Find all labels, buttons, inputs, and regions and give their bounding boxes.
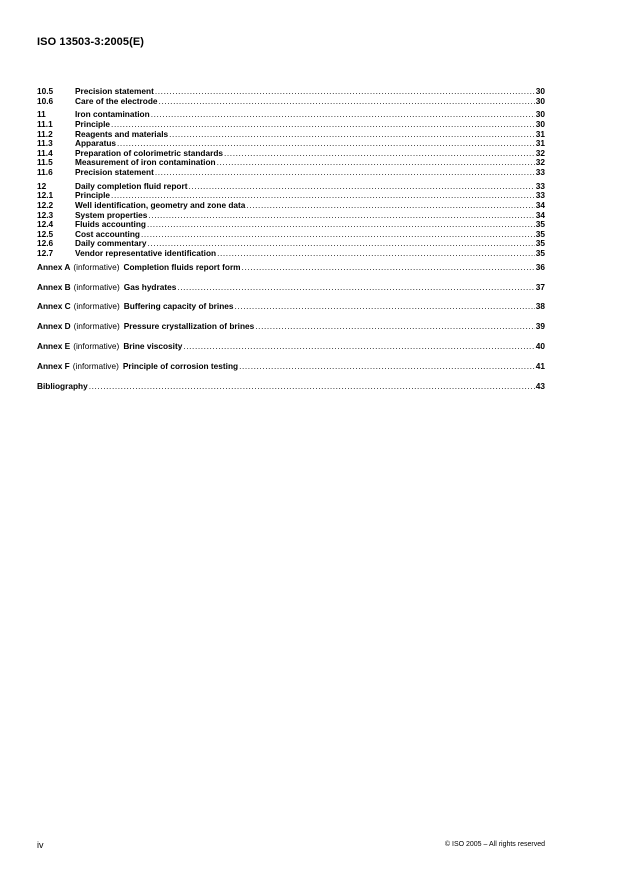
toc-entry-title: Iron contamination — [75, 109, 150, 120]
annex-page: 38 — [535, 301, 545, 312]
toc-entry-page: 30 — [535, 109, 545, 120]
dot-leader — [239, 362, 535, 372]
dot-leader — [235, 302, 535, 312]
toc-entry-page: 31 — [535, 128, 545, 139]
toc-entry-page: 33 — [535, 166, 545, 177]
toc-entry-number: 12.1 — [37, 190, 54, 201]
toc-entry-page: 35 — [535, 219, 545, 230]
toc-entry-number: 11.6 — [37, 166, 53, 177]
toc-entry-title: Precision statement — [75, 166, 154, 177]
toc-entry-number: 11.1 — [37, 118, 53, 129]
toc-entry-number: 12.5 — [37, 228, 54, 239]
toc-entry-number: 11.2 — [37, 128, 53, 139]
toc-group-12 — [37, 182, 545, 259]
dot-leader — [183, 342, 534, 352]
dot-leader — [188, 182, 534, 192]
toc-entry-title: Cost accounting — [75, 228, 140, 239]
toc-entry-number: 12.4 — [37, 219, 54, 230]
toc-entry-title: Precision statement — [75, 86, 154, 96]
toc-entry-number: 12.2 — [37, 199, 54, 210]
toc-entry-title: Reagents and materials — [75, 128, 169, 139]
annex-label: Annex A — [37, 261, 71, 272]
toc-entry-title: Preparation of colorimetric standards — [75, 147, 223, 158]
toc-entry-number: 12.7 — [37, 247, 54, 258]
toc-entry-page: 32 — [535, 157, 545, 168]
toc-entry-page: 32 — [535, 147, 545, 158]
annex-label: Annex D — [37, 321, 71, 332]
toc-entry-number: 12.3 — [37, 209, 54, 220]
annex-page: 39 — [535, 321, 545, 332]
toc-group-10 — [37, 87, 545, 106]
toc-entry-title: Fluids accounting — [75, 219, 146, 230]
dot-leader — [242, 263, 535, 273]
annex-title: Pressure crystallization of brines — [123, 321, 255, 332]
toc-entry-page: 30 — [535, 95, 545, 106]
annex-title: Principle of corrosion testing — [122, 361, 239, 372]
annex-label: Annex E — [37, 341, 71, 352]
toc-entry-title: Apparatus — [75, 138, 117, 149]
dot-leader — [147, 220, 535, 230]
toc-entry-number: 10.6 — [37, 95, 54, 106]
annex-page: 41 — [535, 361, 545, 372]
toc-entry[interactable] — [37, 249, 545, 259]
toc-entry-page: 33 — [535, 190, 545, 201]
toc-annex-entry[interactable] — [37, 283, 545, 293]
dot-leader — [217, 249, 535, 259]
toc-entry-title: Well identification, geometry and zone data — [75, 199, 246, 210]
annex-informative-tag: (informative) — [73, 281, 120, 292]
annex-title: Buffering capacity of brines — [123, 301, 234, 312]
toc-entry-number: 11 — [37, 109, 46, 120]
toc-entry-title: Daily completion fluid report — [75, 180, 188, 191]
annex-informative-tag: (informative) — [73, 261, 120, 272]
annex-informative-tag: (informative) — [73, 321, 120, 332]
toc-entry-page: 33 — [535, 180, 545, 191]
toc-entry-title: Principle — [75, 190, 111, 201]
annex-title: Completion fluids report form — [123, 261, 241, 272]
dot-leader — [148, 211, 534, 221]
toc-entry-number: 12.6 — [37, 238, 54, 249]
annex-label: Annex B — [37, 281, 71, 292]
toc-entry-number: 11.4 — [37, 147, 53, 158]
toc-annex-entry[interactable] — [37, 263, 545, 273]
toc-entry-title: Daily commentary — [75, 238, 147, 249]
dot-leader — [255, 322, 535, 332]
document-id-header: ISO 13503-3:2005(E) — [37, 36, 145, 48]
toc-entry-title: Vendor representative identification — [75, 247, 217, 258]
dot-leader — [159, 97, 535, 107]
toc-entry-number: 10.5 — [37, 86, 54, 96]
dot-leader — [151, 110, 535, 120]
annex-informative-tag: (informative) — [73, 301, 120, 312]
footer-copyright: © ISO 2005 – All rights reserved — [444, 841, 545, 848]
toc-annex-entry[interactable] — [37, 322, 545, 332]
toc-group-11 — [37, 110, 545, 177]
bibliography-title: Bibliography — [37, 381, 88, 391]
dot-leader — [169, 130, 535, 140]
toc-entry-page: 34 — [535, 199, 545, 210]
toc-bibliography-entry[interactable] — [37, 382, 545, 392]
annex-label: Annex C — [37, 301, 71, 312]
toc-entry-page: 30 — [535, 86, 545, 96]
toc-entry-page: 35 — [535, 228, 545, 239]
annex-page: 40 — [535, 341, 545, 352]
toc-entry-title: Care of the electrode — [75, 95, 158, 106]
footer-page-number: iv — [37, 840, 44, 850]
toc-entry-page: 30 — [535, 118, 545, 129]
dot-leader — [89, 382, 535, 392]
toc-entry-number: 12 — [37, 180, 47, 191]
toc-entry-page: 35 — [535, 238, 545, 249]
toc-entry-page: 31 — [535, 138, 545, 149]
toc-annex-entry[interactable] — [37, 362, 545, 372]
annex-informative-tag: (informative) — [72, 361, 119, 372]
annex-title: Brine viscosity — [123, 341, 183, 352]
toc-entry-number: 11.3 — [37, 138, 53, 149]
dot-leader — [141, 230, 535, 240]
annex-informative-tag: (informative) — [73, 341, 120, 352]
toc-entry[interactable] — [37, 168, 545, 178]
dot-leader — [177, 283, 534, 293]
dot-leader — [111, 120, 535, 130]
toc-entry[interactable] — [37, 182, 545, 192]
dot-leader — [217, 158, 535, 168]
table-of-contents — [37, 87, 545, 402]
dot-leader — [155, 168, 535, 178]
annex-label: Annex F — [37, 361, 70, 372]
dot-leader — [246, 201, 534, 211]
toc-entry-number: 11.5 — [37, 157, 53, 168]
toc-entry-title: Measurement of iron contamination — [75, 157, 216, 168]
dot-leader — [224, 149, 535, 159]
annex-page: 36 — [535, 261, 545, 272]
toc-entry[interactable] — [37, 97, 545, 107]
toc-entry[interactable] — [37, 110, 545, 120]
annex-page: 37 — [535, 281, 545, 292]
toc-annex-entry[interactable] — [37, 302, 545, 312]
toc-entry-page: 34 — [535, 209, 545, 220]
dot-leader — [155, 87, 535, 97]
toc-entry-title: Principle — [75, 118, 111, 129]
annex-title: Gas hydrates — [123, 281, 177, 292]
toc-entry-page: 35 — [535, 247, 545, 258]
toc-annex-entry[interactable] — [37, 342, 545, 352]
toc-entry-title: System properties — [75, 209, 148, 220]
bibliography-page: 43 — [535, 381, 545, 391]
